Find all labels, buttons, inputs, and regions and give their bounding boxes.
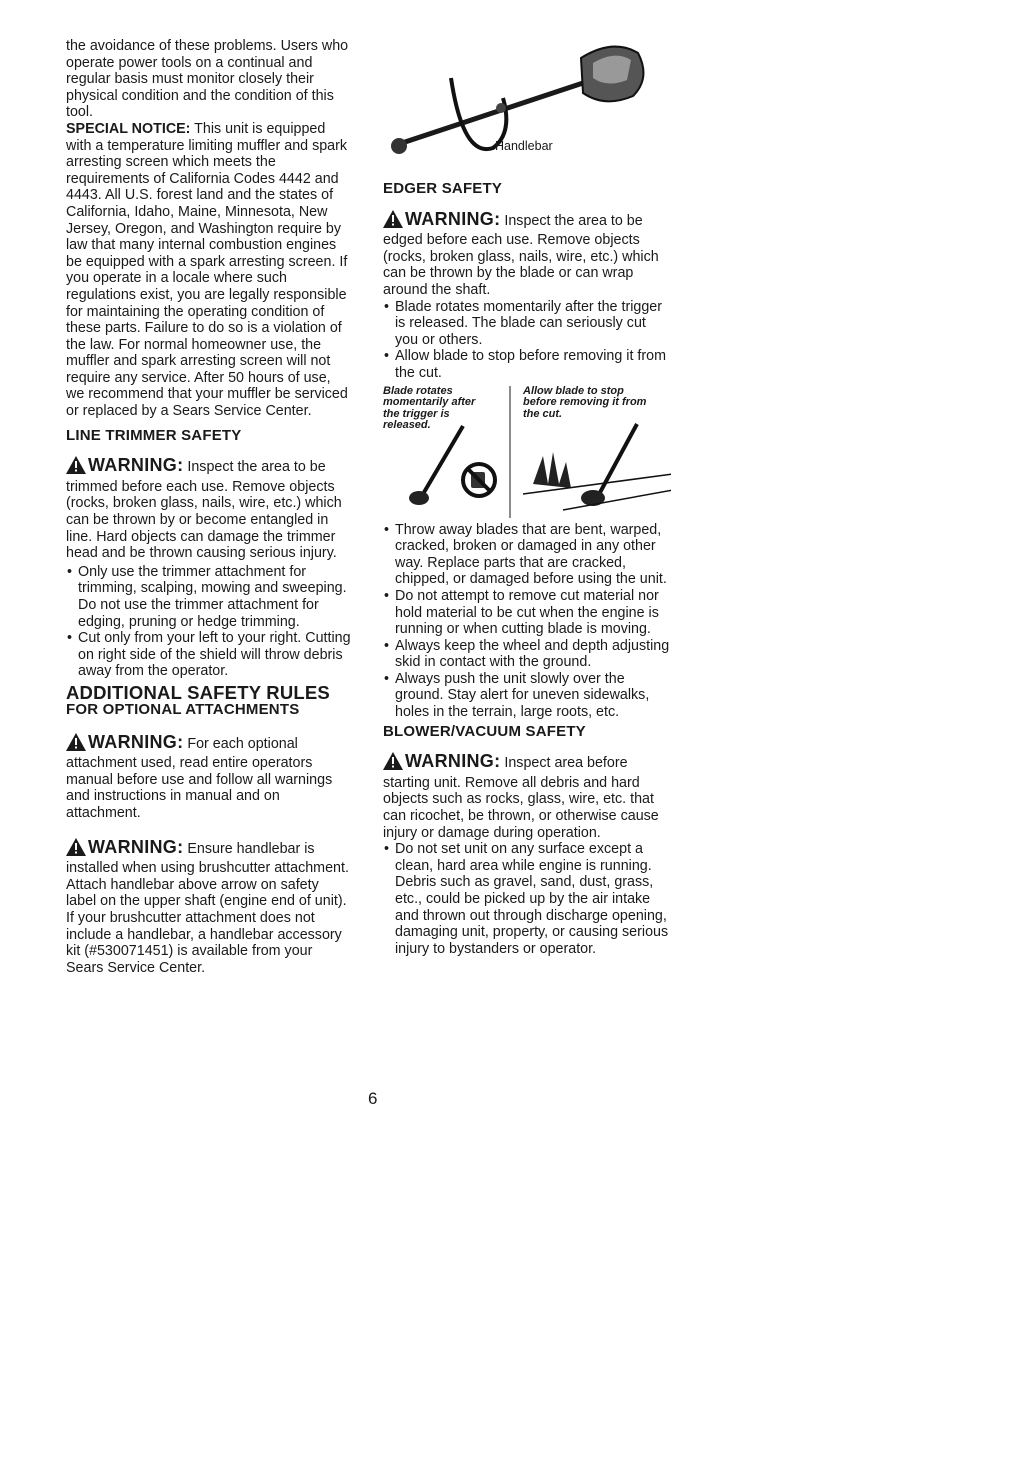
list-item: • Always keep the wheel and depth adjusting skid in contact with the ground. bbox=[383, 638, 671, 671]
blower-warning bbox=[383, 752, 671, 841]
additional-safety-heading: ADDITIONAL SAFETY RULES bbox=[66, 681, 330, 703]
warning-label: WARNING: bbox=[405, 208, 501, 229]
list-item: • Always push the unit slowly over the ground. Stay alert for uneven sidewalks, holes in the terrain, large roots, etc. bbox=[383, 671, 671, 721]
trimmer-warning bbox=[66, 456, 352, 562]
page-number: 6 bbox=[368, 1089, 378, 1108]
warning-triangle-icon bbox=[383, 210, 403, 233]
handlebar-warning bbox=[66, 838, 352, 977]
warning-triangle-icon bbox=[383, 752, 403, 775]
list-item: • Only use the trimmer attachment for trimming, scalping, mowing and sweeping. Do not use the trimmer attachment for edging, pruning or hedge trimming. bbox=[66, 564, 352, 630]
left-column bbox=[66, 38, 352, 976]
handlebar-label: Handlebar bbox=[495, 139, 553, 153]
trimmer-warning-text: Inspect the area to be trimmed before each use. Remove objects (rocks, broken glass, nails, wire, etc.) which can be thrown by or become entangled in line. Hard objects can damage the trimmer head and be thrown causing serious injury. bbox=[66, 459, 342, 562]
handlebar-figure bbox=[383, 38, 671, 178]
edger-warning bbox=[383, 210, 671, 299]
trimmer-handlebar-illustration bbox=[383, 38, 671, 178]
blade-bullet-list bbox=[383, 522, 671, 721]
warning-label: WARNING: bbox=[88, 455, 184, 476]
trimmer-bullet-list bbox=[66, 564, 352, 680]
list-item: • Allow blade to stop before removing it from the cut. bbox=[383, 348, 671, 381]
fig-right-caption: Allow blade to stop before removing it from the cut. bbox=[523, 384, 647, 420]
optional-warning bbox=[66, 733, 352, 822]
optional-attachments-subheading: FOR OPTIONAL ATTACHMENTS bbox=[66, 700, 300, 718]
list-item: • Cut only from your left to your right. Cutting on right side of the shield will throw debris away from the operator. bbox=[66, 630, 352, 680]
line-trimmer-heading: LINE TRIMMER SAFETY bbox=[66, 426, 242, 444]
edger-illustration bbox=[383, 386, 671, 518]
blower-bullet-list bbox=[383, 841, 671, 957]
warning-label: WARNING: bbox=[405, 751, 501, 772]
edger-figure bbox=[383, 386, 671, 518]
fig-left-caption: Blade rotates momentarily after the trigger is released. bbox=[383, 384, 476, 432]
warning-label: WARNING: bbox=[88, 836, 184, 857]
edger-heading: EDGER SAFETY bbox=[383, 180, 503, 197]
right-column bbox=[383, 38, 671, 957]
edger-warning-text: Inspect the area to be edged before each use. Remove objects (rocks, broken glass, nails, wire, etc.) which can be thrown by the blade or can wrap around the shaft. bbox=[383, 212, 659, 298]
warning-label: WARNING: bbox=[88, 731, 184, 752]
handlebar-warning-text: Ensure handlebar is installed when using brushcutter attachment. Attach handlebar above arrow on safety label on the upper shaft (engine end of unit). If your brushcutter attachment does not include a handlebar, a handlebar accessory kit (#530071451) is available from your Sears Service Center. bbox=[66, 840, 349, 976]
special-notice-label: SPECIAL NOTICE: bbox=[66, 120, 191, 137]
edger-bullet-list bbox=[383, 299, 671, 382]
blower-heading: BLOWER/VACUUM SAFETY bbox=[383, 722, 586, 740]
list-item: • Do not attempt to remove cut material nor hold material to be cut when the engine is running or when cutting blade is moving. bbox=[383, 588, 671, 638]
special-notice bbox=[66, 121, 352, 420]
warning-triangle-icon bbox=[66, 838, 86, 861]
list-item: • Throw away blades that are bent, warped, cracked, broken or damaged in any other way. Replace parts that are cracked, chipped, or damaged before using the unit. bbox=[383, 522, 671, 588]
blower-warning-text: Inspect area before starting unit. Remove all debris and hard objects such as rocks, glass, wire, etc. that can ricochet, be thrown, or otherwise cause injury or damage during operation. bbox=[383, 755, 659, 841]
special-notice-text: This unit is equipped with a temperature limiting muffler and spark arresting screen which meets the requirements of California Codes 4442 and 4443. All U.S. forest land and the states of California, Idaho, Maine, Minnesota, New Jersey, Oregon, and Washington require by law that many internal combustion engines be equipped with a spark arresting screen. If you operate in a locale where such regulations exist, you are legally responsible for maintaining the operating condition of these parts. Failure to do so is a violation of the law. For normal homeowner use, the muffler and spark arresting screen will not require any service. After 50 hours of use, we recommend that your muffler be serviced or replaced by a Sears Service Center. bbox=[66, 120, 348, 420]
warning-triangle-icon bbox=[66, 733, 86, 756]
list-item: • Blade rotates momentarily after the trigger is released. The blade can seriously cut you or others. bbox=[383, 299, 671, 349]
optional-warning-text: For each optional attachment used, read entire operators manual before use and follow all warnings and instructions in manual and on attachment. bbox=[66, 735, 333, 821]
list-item: • Do not set unit on any surface except a clean, hard area while engine is running. Debris such as gravel, sand, dust, grass, etc., could be picked up by the air intake and thrown out through discharge opening, damaging unit, property, or causing serious injury to bystanders or operator. bbox=[383, 841, 671, 957]
warning-triangle-icon bbox=[66, 456, 86, 479]
intro-paragraph: the avoidance of these problems. Users who operate power tools on a continual and regular basis must monitor closely their physical condition and the condition of this tool. bbox=[66, 38, 349, 121]
